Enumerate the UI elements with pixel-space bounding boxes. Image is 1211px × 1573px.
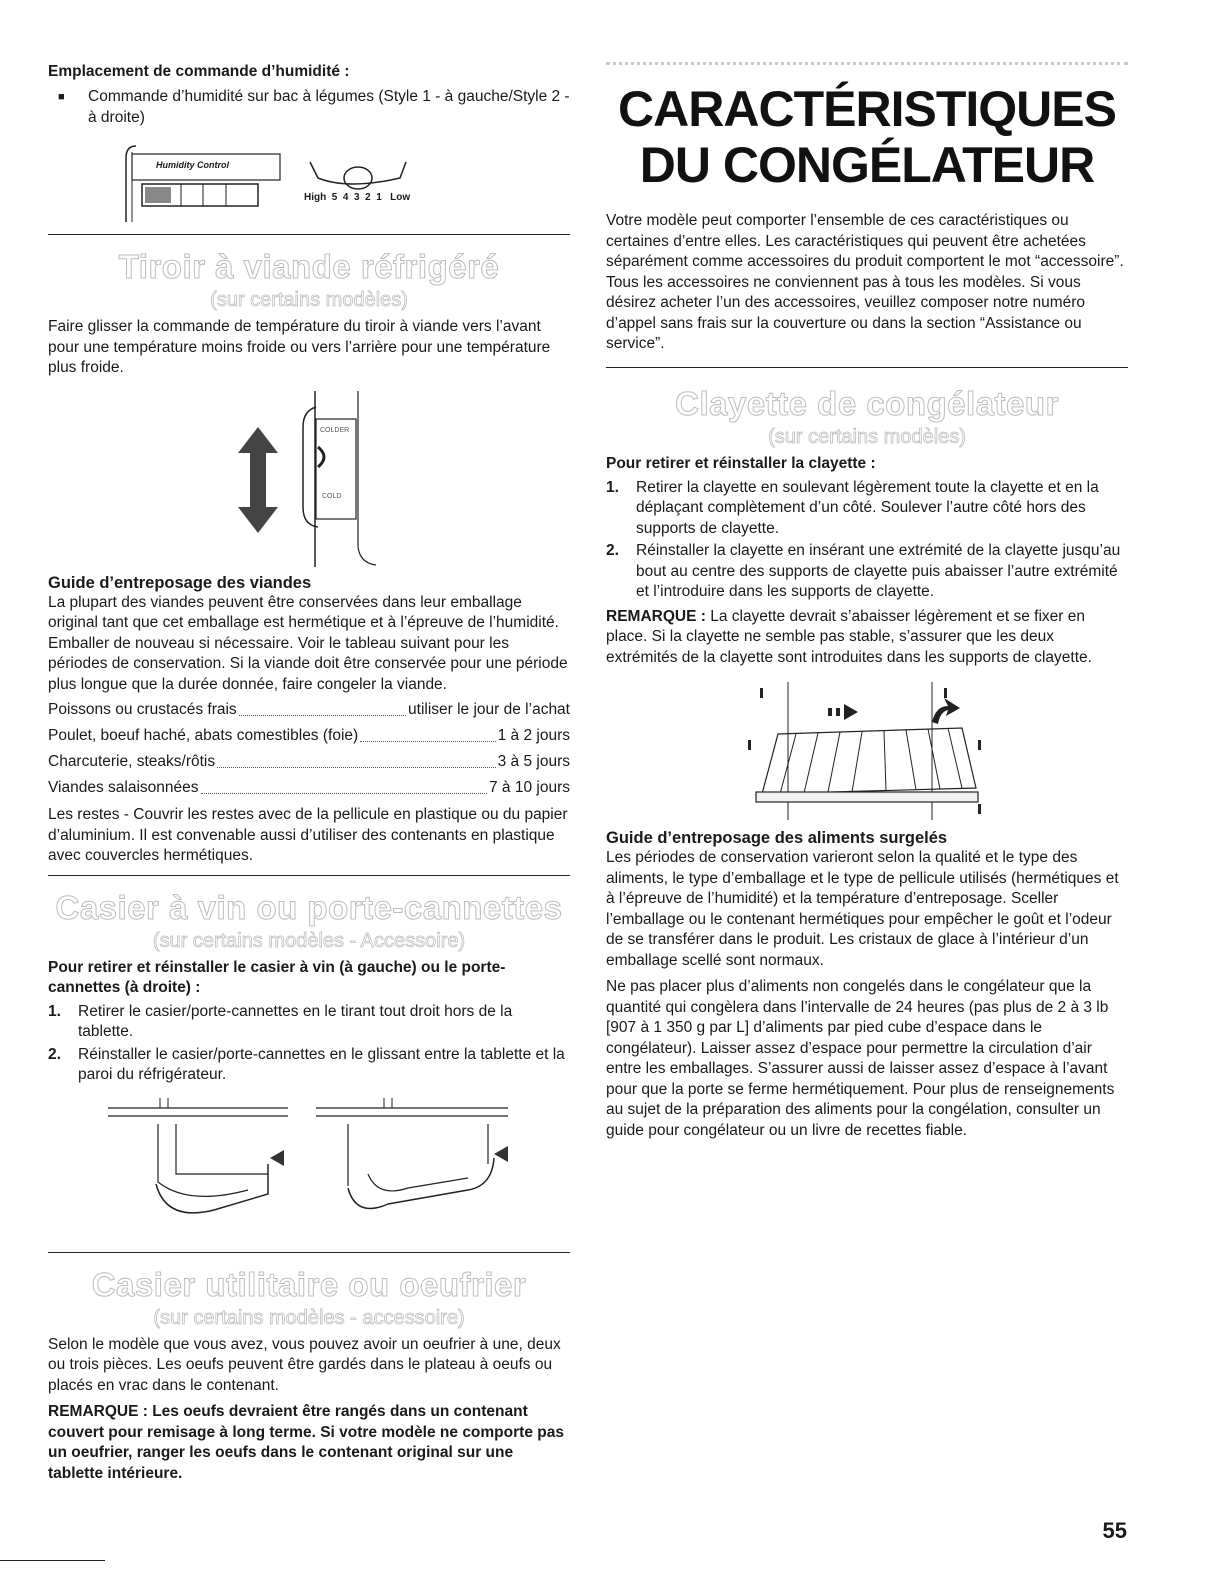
shelf-note	[606, 607, 1128, 669]
meat-drawer-figure	[48, 387, 570, 573]
leftovers-text: Les restes - Couvrir les restes avec de la pellicule en plastique ou du papier d’aluminium. Il est convenable aussi d’utiliser des contenants en plastique avec couvercles hermétiques.	[48, 806, 568, 864]
page-number: 55	[1102, 1518, 1127, 1543]
wine-rack-step	[48, 1002, 570, 1043]
wine-rack-subtitle: (sur certains modèles - Accessoire)	[152, 929, 466, 952]
egg-bin-title: Casier utilitaire ou oeufrier	[91, 1265, 527, 1303]
step-number: 2.	[48, 1045, 61, 1063]
humidity-control-figure	[48, 140, 570, 232]
note-label: REMARQUE :	[606, 607, 706, 625]
leader-dots	[239, 697, 406, 716]
humidity-bullet	[48, 87, 570, 128]
shelf-subtitle: (sur certains modèles)	[768, 425, 966, 448]
divider	[48, 1252, 570, 1253]
divider	[48, 234, 570, 235]
humidity-heading: Emplacement de commande d’humidité :	[48, 63, 350, 80]
step-number: 2.	[606, 542, 619, 559]
wine-rack-figure	[48, 1094, 570, 1222]
divider	[606, 367, 1128, 368]
storage-row	[48, 775, 570, 801]
storage-value: utiliser le jour de l’achat	[408, 701, 570, 718]
meat-drawer-subtitle: (sur certains modèles)	[210, 289, 408, 311]
square-bullet-icon: ■	[58, 91, 65, 103]
wine-rack-heading: Pour retirer et réinstaller le casier à vin (à gauche) ou le porte-cannettes (à droite) :	[48, 958, 506, 996]
wine-rack-illustration	[48, 1094, 570, 1222]
storage-value: 1 à 2 jours	[497, 727, 570, 744]
meat-guide-heading: Guide d’entreposage des viandes	[48, 573, 312, 592]
step-text: Retirer la clayette en soulevant légèrement toute la clayette et en la déplaçant complètement d’un côté. Soulever l’autre côté hors des supports de clayette.	[636, 478, 1099, 537]
right-column	[606, 62, 1128, 1141]
frozen-guide-p2: Ne pas placer plus d’aliments non congelés dans le congélateur que la quantité qui congèlera dans l’intervalle de 24 heures (pas plus de 2 à 3 lb [907 à 1 350 g par L] d’aliments par pied cube d’espace dans le congélateur). Laisser assez d’espace pour permettre la circulation d’air entre les emballages. S’assurer aussi de laisser assez d’espace à l’avant pour que la porte se ferme hermétiquement. Pour plus de renseignements au sujet de la préparation des aliments pour la congélation, consulter un guide pour congélateur ou un livre de recettes fiable.	[606, 978, 1115, 1139]
step-number: 1.	[48, 1002, 61, 1020]
meat-drawer-title: Tiroir à viande réfrigéré	[118, 248, 500, 285]
storage-row	[48, 697, 570, 723]
storage-item: Poissons ou crustacés frais	[48, 701, 237, 718]
storage-item: Viandes salaisonnées	[48, 779, 199, 796]
step-text: Réinstaller le casier/porte-cannettes en le glissant entre la tablette et la paroi du réfrigérateur.	[78, 1045, 565, 1083]
storage-row	[48, 723, 570, 749]
meat-drawer-illustration	[48, 387, 570, 573]
shelf-illustration	[606, 676, 1128, 826]
egg-bin-note: REMARQUE : Les oeufs devraient être rangés dans un contenant couvert pour remisage à long terme. Si votre modèle ne comporte pas un oeufrier, ranger les oeufs dans le contenant original sur une tablette intérieure.	[48, 1403, 564, 1482]
humidity-control-illustration	[48, 140, 570, 232]
dotted-divider	[606, 62, 1128, 71]
wine-rack-step	[48, 1045, 570, 1086]
frozen-guide-heading: Guide d’entreposage des aliments surgelés	[606, 829, 948, 847]
shelf-heading: Pour retirer et réinstaller la clayette :	[606, 454, 876, 472]
storage-item: Poulet, boeuf haché, abats comestibles (foie)	[48, 727, 359, 744]
footer-rule	[0, 1560, 105, 1561]
storage-row	[48, 749, 570, 775]
humidity-bullet-text: Commande d’humidité sur bac à légumes (Style 1 - à gauche/Style 2 - à droite)	[88, 88, 570, 126]
intro-text: Votre modèle peut comporter l’ensemble de ces caractéristiques ou certaines d’entre elles. Les caractéristiques qui peuvent être achetées séparément comme accessoires du produit comportent le mot “accessoire”. Tous les accessoires ne conviennent pas à tous les modèles. Si vous désirez acheter l’un des accessoires, veuillez composer notre numéro d’appel sans frais sur la couverture ou dans la section “Assistance ou service”.	[606, 212, 1124, 352]
meat-guide-text: La plupart des viandes peuvent être conservées dans leur emballage original tant que cet emballage est hermétique et à l’épreuve de l’humidité. Emballer de nouveau si nécessaire. Voir le tableau suivant pour les périodes de conservation. Si la viande doit être conservée pour une période plus longue que la durée donnée, faire congeler la viande.	[48, 593, 568, 693]
shelf-step	[606, 541, 1128, 603]
meat-drawer-text: Faire glisser la commande de température du tiroir à viande vers l’avant pour une température moins froide ou vers l’arrière pour une température plus froide.	[48, 318, 551, 376]
leader-dots	[201, 775, 487, 794]
divider	[48, 875, 570, 876]
leader-dots	[217, 749, 495, 768]
note-text: La clayette devrait s’abaisser légèrement et se fixer en place. Si la clayette ne semble pas stable, s’assurer que les deux extrémités de la clayette sont introduites dans les supports de clayette.	[606, 607, 1092, 666]
meat-storage-table	[48, 697, 570, 801]
cold-label: COLD	[322, 492, 342, 500]
left-column	[48, 62, 570, 1484]
main-title-line2: DU CONGÉLATEUR	[639, 137, 1095, 193]
storage-value: 3 à 5 jours	[497, 753, 570, 770]
step-text: Réinstaller la clayette en insérant une extrémité de la clayette jusqu’au bout au centre des supports de clayette puis abaisser l’autre extrémité et l’introduire dans les supports de clayette.	[636, 542, 1121, 600]
frozen-guide-p1: Les périodes de conservation varieront selon la qualité et le type des aliments, le type d’emballage et le type de pellicule utilisés (hermétiques et à l’épreuve de l’humidité) et la température d’entreposage. Sceller l’emballage ou le contenant hermétiques pour empêcher le goût et l’odeur de se transférer dans le produit. Les cristaux de glace à l’intérieur d’un emballage scellé sont normaux.	[606, 849, 1119, 969]
humidity-label: Humidity Control	[156, 160, 229, 170]
storage-item: Charcuterie, steaks/rôtis	[48, 753, 216, 770]
leader-dots	[360, 723, 495, 742]
egg-bin-text: Selon le modèle que vous avez, vous pouvez avoir un oeufrier à une, deux ou trois pièces. Les oeufs peuvent être gardés dans le plateau à oeufs ou placés en vrac dans le contenant.	[48, 1335, 561, 1394]
step-text: Retirer le casier/porte-cannettes en le tirant tout droit hors de la tablette.	[78, 1002, 513, 1040]
main-title-line1: CARACTÉRISTIQUES	[618, 81, 1116, 137]
humidity-scale: High 5 4 3 2 1 Low	[304, 192, 411, 203]
colder-label: COLDER	[320, 426, 350, 434]
shelf-step	[606, 478, 1128, 540]
wine-rack-title: Casier à vin ou porte-cannettes	[55, 888, 563, 926]
egg-bin-subtitle: (sur certains modèles - accessoire)	[153, 1306, 465, 1329]
step-number: 1.	[606, 478, 619, 496]
shelf-title: Clayette de congélateur	[675, 384, 1059, 422]
shelf-figure	[606, 676, 1128, 826]
storage-value: 7 à 10 jours	[489, 779, 570, 796]
